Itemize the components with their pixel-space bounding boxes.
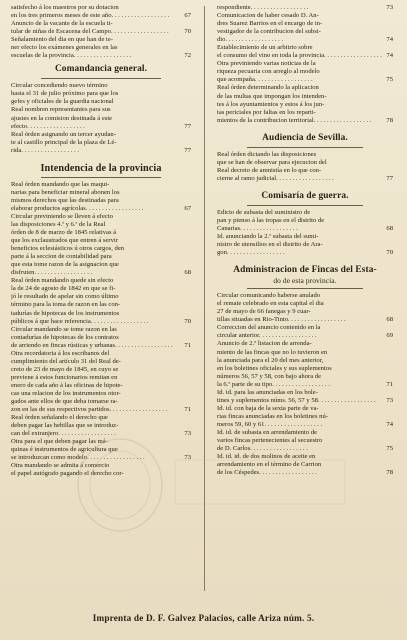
index-line (11, 438, 191, 446)
index-line (217, 28, 393, 36)
index-line (217, 167, 393, 175)
index-line-text: elaborar productos agrícolas. . . . . . . . . . . . . . . . . . (11, 204, 144, 212)
index-line-text: Real nombren representantes para sus (11, 106, 111, 114)
page-number: 74 (386, 420, 393, 428)
index-line-text: tadurías de hipotecas de los instrumentos (11, 309, 120, 317)
index-line-text: riqueza pecuaria con arreglo al modelo (217, 68, 320, 76)
index-line-text: Circular mandando se tome razon en las (11, 325, 117, 333)
heading-rule (247, 288, 363, 289)
index-line (217, 241, 393, 249)
index-line (11, 82, 191, 90)
index-line-text: tas periciales por faltas en los reparti- (217, 108, 316, 116)
page-number: 73 (386, 396, 393, 404)
heading-rule (247, 147, 363, 148)
index-line (11, 406, 191, 414)
index-line-text: de los Céspedes. . . . . . . . . . . . . . . . . . (217, 469, 317, 477)
column-divider (204, 6, 205, 591)
page-number: 75 (386, 76, 393, 84)
index-line (217, 292, 393, 300)
index-line (11, 4, 191, 12)
index-line (217, 469, 393, 477)
index-line (217, 52, 393, 60)
index-line-text: tillas situadas en Rio-Tinto. . . . . . . . . . . . . . . . . . (217, 316, 346, 324)
index-line-text: Otra mandando se admita á comercio (11, 462, 110, 470)
index-line (217, 389, 393, 397)
index-line-text: Correccion del anuncio contenido en la (217, 324, 321, 332)
index-line-text: Circular previniendo se lleven á efecto (11, 212, 113, 220)
index-line-text: parte á la seccion de contabilidad para (11, 253, 112, 261)
index-line (11, 245, 191, 253)
index-line (11, 106, 191, 114)
index-line-text: jó le resultado de apelar sin como último (11, 293, 119, 301)
index-line-text: previene á estos funcionarios remitan en (11, 373, 118, 381)
index-line (11, 382, 191, 390)
page-number: 71 (184, 406, 191, 414)
heading-rule (41, 78, 161, 79)
index-line-text: rias fincas anunciadas en los boletines nú- (217, 412, 328, 420)
index-line (217, 175, 393, 183)
index-line-text: Establecimiento de un arbitrio sobre (217, 44, 313, 52)
index-line (11, 123, 191, 131)
page-number: 74 (386, 52, 393, 60)
index-line (11, 221, 191, 229)
index-line-text: enero de cada año á las oficinas de hipote- (11, 381, 123, 389)
index-line-text: Otra previniendo varias noticias de la (217, 60, 316, 68)
heading-comandancia-general: Comandancia general. (54, 64, 148, 75)
index-line (11, 261, 191, 269)
right-block-intendencia-cont (217, 4, 393, 125)
page-number: 69 (386, 332, 393, 340)
index-line (11, 253, 191, 261)
index-line-text: Real órden mandando quede sin efecto (11, 277, 114, 285)
page-number: 73 (386, 4, 393, 11)
right-block-administracion (217, 292, 393, 477)
index-line (217, 357, 393, 365)
index-line-text: término para la toma de razon en las con- (11, 301, 121, 309)
index-line (217, 437, 393, 445)
index-line (217, 308, 393, 316)
index-line (217, 413, 393, 421)
index-line (217, 233, 393, 241)
index-line (217, 76, 393, 84)
index-line (11, 131, 191, 139)
index-line-text: ajustes en la comision destinada á este (11, 114, 113, 122)
index-line (217, 405, 393, 413)
page-number: 70 (184, 317, 191, 325)
index-line-text: Circular concediendo nuevo término (11, 82, 108, 90)
index-line-text: las disposiciones 4.ª y 6.ª de la Real (11, 220, 106, 228)
index-line (11, 310, 191, 318)
index-line (11, 213, 191, 221)
index-line-text: Otra para el que deben pagar las má- (11, 438, 108, 446)
right-block-comisaria (217, 209, 393, 257)
index-line (11, 334, 191, 342)
index-line-text: órden de 8 de marzo de 1845 relativas á (11, 229, 117, 237)
index-line-text: Real decreto de amnistía en lo que con- (217, 166, 322, 174)
index-line (11, 205, 191, 213)
index-line-text: satisfecho á los maestros por su dotacion (11, 4, 119, 11)
index-line-text: arrendamiento en el término de Carrion (217, 461, 322, 469)
index-line-text: que se han de observar para ejecucion del (217, 158, 327, 166)
index-line-text: quinas é instrumentos de agricultura que (11, 446, 118, 454)
index-line (11, 44, 191, 52)
index-line-text: cierne al ramo judicial. . . . . . . . . . . . . . . . . . (217, 174, 334, 182)
index-line (217, 68, 393, 76)
index-line (217, 300, 393, 308)
index-line-text: gados ante ellos de que deba tomarse ra- (11, 398, 118, 406)
page-number: 77 (184, 146, 191, 154)
index-line (217, 340, 393, 348)
page-number: 67 (184, 204, 191, 212)
index-line-text: en los boletines oficiales y sus suplementos (217, 364, 332, 372)
index-line-text: beneficios eclesiásticos ú otros cargos, den (11, 245, 125, 253)
index-line (11, 90, 191, 98)
index-line (11, 398, 191, 406)
index-line-text: Anuncio de la vacante de la escuela ti- (11, 20, 113, 28)
index-line (217, 60, 393, 68)
index-line-text: Id. id. con baja de la sexta parte de va- (217, 404, 319, 412)
index-line (11, 414, 191, 422)
page-number: 70 (184, 28, 191, 36)
page-number: 77 (184, 122, 191, 130)
index-line (217, 4, 393, 12)
index-line (11, 446, 191, 454)
index-line-text: zon en las de sus respectivos partidos. . . . . . . . . . . . . . . . . . (11, 406, 168, 414)
index-line-text: hasta el 31 de julio próximo para que los (11, 90, 119, 98)
index-line-text: tines y suplementos núms. 56, 57 y 58. . . . . . . . . . . . . . . . . . (217, 396, 376, 404)
index-line (11, 342, 191, 350)
index-line (217, 36, 393, 44)
index-line-text: efecto. . . . . . . . . . . . . . . . . . (11, 122, 85, 130)
index-line (217, 332, 393, 340)
index-line-text: de arriendo en fincas rústicas y urbanas. . . . . . . . . . . . . . . . . . (11, 341, 173, 349)
index-line-text: circular anterior. . . . . . . . . . . . . . . . . . (217, 332, 317, 340)
index-line (217, 20, 393, 28)
index-line-text: Señalamiento del dia en que han de te- (11, 36, 113, 44)
index-line-text: miento de las fincas que no lo tuvieron en (217, 348, 328, 356)
printer-imprint: Imprenta de D. F. Galvez Palacios, calle Ariza núm. 5. (92, 613, 315, 623)
index-line (217, 109, 393, 117)
index-line (217, 365, 393, 373)
index-line-text: can del extranjero. . . . . . . . . . . . . . . . . . (11, 430, 116, 438)
index-line (217, 373, 393, 381)
index-line-text: meros 59, 60 y 61. . . . . . . . . . . . . . . . . . (217, 420, 323, 428)
index-line (217, 397, 393, 405)
right-column (217, 4, 393, 477)
index-line (11, 285, 191, 293)
index-line (11, 358, 191, 366)
page-number: 77 (386, 174, 393, 182)
index-line-text: de las multas que impongan los intenden- (217, 92, 327, 100)
index-line (11, 237, 191, 245)
index-line-text: cumplimiento del artículo 31 del Real de- (11, 357, 121, 365)
index-line-text: creto de 23 de mayo de 1845, en cuyo se (11, 365, 119, 373)
index-line-text: públicos á que hace referencia. . . . . . . . . . . . . . . . . . (11, 317, 149, 325)
index-line-text: de D. Carlos. . . . . . . . . . . . . . . . . . (217, 445, 308, 453)
page-number: 71 (386, 380, 393, 388)
index-line (217, 225, 393, 233)
index-line-text: Real órden determinando la aplicacion (217, 84, 319, 92)
index-line (217, 324, 393, 332)
index-line (11, 462, 191, 470)
index-line (11, 277, 191, 285)
left-block-comandancia (11, 82, 191, 154)
index-line-text: Canarias. . . . . . . . . . . . . . . . . . (217, 224, 298, 232)
index-line (11, 454, 191, 462)
left-column (11, 4, 191, 478)
index-line (11, 470, 191, 478)
page-number: 74 (386, 36, 393, 44)
index-line (11, 52, 191, 60)
index-line (11, 28, 191, 36)
page-number: 68 (386, 316, 393, 324)
index-line-text: el papel autógrafo pagando el derecho cor- (11, 470, 124, 478)
index-line-text: Edicto de subasta del suministro de (217, 208, 311, 216)
index-line-text: mismos derechos que las destinadas para (11, 196, 119, 204)
page-number: 75 (386, 445, 393, 453)
page-number: 70 (386, 249, 393, 257)
index-line (11, 189, 191, 197)
index-line (217, 84, 393, 92)
index-line-text: Real órden señalando el derecho que (11, 414, 108, 422)
index-line (217, 453, 393, 461)
index-line-text: tes á los ayuntamientos y estos á los jun- (217, 100, 325, 108)
index-line (217, 159, 393, 167)
index-line (11, 374, 191, 382)
index-line-text: tular de niñas de Escacena del Campo. . . . . . . . . . . . . . . . . . (11, 28, 169, 36)
index-line (11, 197, 191, 205)
index-line-text: Circular comunicando haberse anulado (217, 292, 321, 300)
index-line-text: ner efecto los exámenes generales en las (11, 44, 118, 52)
index-line (11, 147, 191, 155)
index-line-text: deben pagar las hebillas que se introduz- (11, 422, 119, 430)
heading-administracion-fincas: Administracion de Fincas del Esta- (233, 265, 377, 276)
index-line (217, 12, 393, 20)
index-line-text: mientos de la contribucion territorial. . . . . . . . . . . . . . . . . . (217, 116, 372, 124)
index-line (217, 117, 393, 125)
index-line-text: en los tres primeros meses de este año. . . . . . . . . . . . . . . . . . (11, 12, 170, 20)
index-line (217, 349, 393, 357)
index-line (217, 381, 393, 389)
heading-rule (41, 177, 161, 178)
index-line-text: Real órden mandando que las maqui- (11, 180, 110, 188)
index-line-text: dio. . . . . . . . . . . . . . . . . . (217, 36, 284, 44)
index-line-text: dres Suarez Barrios en el encargo de in- (217, 20, 323, 28)
index-line (11, 318, 191, 326)
index-line (11, 430, 191, 438)
index-line-text: Real órden dictando las disposiciones (217, 150, 317, 158)
index-line (217, 445, 393, 453)
index-line-text: nistro de utensilios en el distrito de Ara- (217, 241, 323, 249)
heading-comisaria-guerra: Comisaría de guerra. (261, 190, 349, 201)
left-block-intendencia (11, 181, 191, 479)
index-line-text: cas una relacion de los instrumentos otor- (11, 389, 121, 397)
heading-intendencia-provincia: Intendencia de la provincia (40, 162, 162, 174)
page-number: 67 (184, 12, 191, 20)
heading-administracion-fincas-sub: do de esta provincia. (273, 276, 337, 286)
index-line (11, 98, 191, 106)
index-line (11, 366, 191, 374)
index-line (11, 115, 191, 123)
index-line (11, 181, 191, 189)
index-line (217, 249, 393, 257)
page-number: 68 (184, 269, 191, 277)
index-line-text: que los exclaustrados que entren á servir (11, 237, 118, 245)
index-line-text: el consumo del vino en toda la provincia. . . . . . . . . . . . . . . . . . (217, 52, 382, 60)
index-line-text: Anuncio de 2.º listacion de arrenda- (217, 340, 312, 348)
index-line (217, 429, 393, 437)
index-line-text: contadurías de hipotecas de los contratos (11, 333, 119, 341)
index-line-text: Id. id. para las anunciadas en los bole- (217, 388, 318, 396)
page-number: 78 (386, 116, 393, 124)
heading-rule (247, 205, 363, 206)
index-line-text: la 6.ª parte de su tipo. . . . . . . . . . . . . . . . . . (217, 380, 330, 388)
index-line (217, 101, 393, 109)
index-line (11, 301, 191, 309)
index-line-text: Id. id. id. de dos molinos de aceite en (217, 453, 316, 461)
index-line (217, 93, 393, 101)
index-line-text: el remate celebrado en esta capital el dia (217, 300, 324, 308)
right-block-audiencia (217, 151, 393, 183)
index-line-text: gefes y oficiales de la guardia nacional (11, 98, 114, 106)
index-line (11, 20, 191, 28)
index-line-text: varios fincas pertenecientes al secuestro (217, 437, 323, 445)
index-line-text: Real órden asignando un tercer ayudan- (11, 130, 116, 138)
page-number: 71 (184, 341, 191, 349)
page-number: 72 (184, 52, 191, 60)
index-line-text: que esta tome razon de la asignacion que (11, 261, 119, 269)
left-block-education (11, 4, 191, 60)
index-line (11, 12, 191, 20)
page-number: 68 (386, 224, 393, 232)
index-line-text: te al castillo principal de la plaza de Lé- (11, 138, 117, 146)
index-line-text: Id. anunciando la 2.ª subasta del sumi- (217, 233, 319, 241)
index-line (11, 390, 191, 398)
index-line (217, 461, 393, 469)
index-line-text: narias para beneficiar mineral abonen los (11, 188, 120, 196)
index-line (217, 217, 393, 225)
index-line (11, 293, 191, 301)
index-line (217, 316, 393, 324)
index-line-text: la de 24 de agosto de 1842 en que se fi- (11, 285, 116, 293)
index-line-text: que acompaña. . . . . . . . . . . . . . . . . . (217, 76, 313, 84)
index-line (11, 422, 191, 430)
index-line (11, 326, 191, 334)
index-line (11, 269, 191, 277)
index-line-text: vestigador de la contribucion del subsi- (217, 28, 321, 36)
page-number: 78 (386, 469, 393, 477)
index-line-text: escuelas de la provincia. . . . . . . . . . . . . . . . . . (11, 52, 132, 60)
index-line-text: rida. . . . . . . . . . . . . . . . . . (11, 146, 79, 154)
index-line-text: Otra recordatoria á los escribanos del (11, 349, 110, 357)
index-line (217, 421, 393, 429)
index-line-text: respondiente. . . . . . . . . . . . . . . . . . (217, 4, 309, 11)
index-line-text: gon. . . . . . . . . . . . . . . . . . (217, 249, 285, 257)
index-line-text: números 56, 57 y 58, con bajo ahora de (217, 372, 322, 380)
index-line (217, 209, 393, 217)
index-line-text: Comunicacion de haber cesado D. An- (217, 12, 319, 20)
index-line (11, 36, 191, 44)
index-line-text: 27 de mayo de 66 fanegas y 9 cuar- (217, 308, 311, 316)
index-line (11, 350, 191, 358)
index-line-text: Id. id. de subasta en arrendamiento de (217, 428, 317, 436)
index-line-text: se introduzcan como modelo. . . . . . . . . . . . . . . . . . (11, 454, 145, 462)
page-number: 73 (184, 430, 191, 438)
index-line-text: pan y pienso á las tropas en el distrito de (217, 216, 325, 224)
index-line (11, 139, 191, 147)
index-line-text: la anunciada para el 20 del mes anterior, (217, 356, 324, 364)
index-line (11, 229, 191, 237)
heading-audiencia-sevilla: Audiencia de Sevilla. (262, 132, 348, 143)
index-line (217, 44, 393, 52)
index-line-text: disfruten. . . . . . . . . . . . . . . . . . (11, 269, 93, 277)
index-line (217, 151, 393, 159)
page-number: 73 (184, 454, 191, 462)
